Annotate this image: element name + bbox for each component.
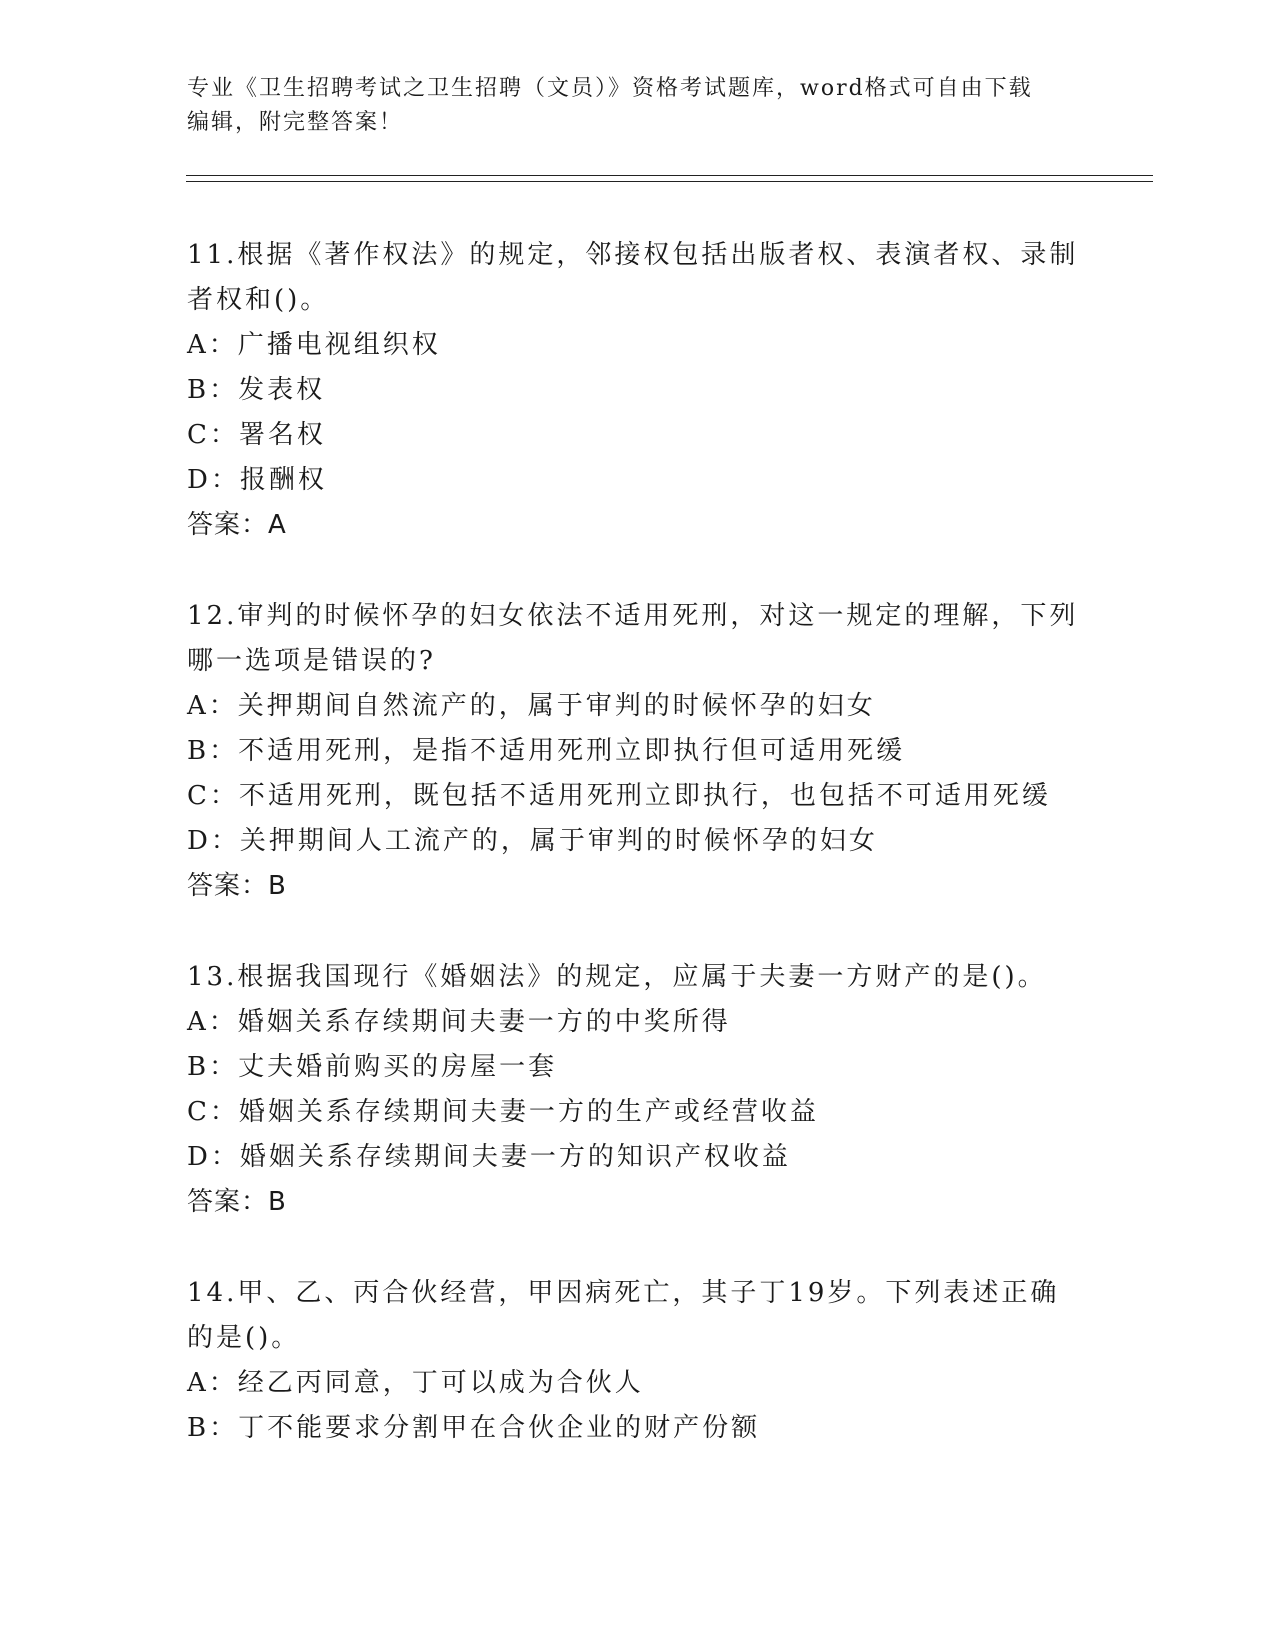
question-stem-line: 哪一选项是错误的? — [187, 646, 436, 676]
header-divider-top — [186, 175, 1153, 176]
question-stem-line: 11.根据《著作权法》的规定，邻接权包括出版者权、表演者权、录制 — [187, 240, 1079, 270]
option-a: A：婚姻关系存续期间夫妻一方的中奖所得 — [187, 1007, 731, 1037]
option-a: A：广播电视组织权 — [187, 330, 441, 360]
question-12 — [187, 594, 1087, 909]
option-b: B：发表权 — [187, 375, 326, 405]
answer-line: 答案：A — [187, 510, 287, 540]
header-divider-bottom — [186, 181, 1153, 182]
question-stem-line: 14.甲、乙、丙合伙经营，甲因病死亡，其子丁19岁。下列表述正确 — [187, 1278, 1060, 1308]
document-header — [187, 72, 1087, 140]
option-a: A：经乙丙同意，丁可以成为合伙人 — [187, 1368, 644, 1398]
header-line-2: 编辑，附完整答案！ — [187, 110, 404, 135]
question-stem-line: 12.审判的时候怀孕的妇女依法不适用死刑，对这一规定的理解，下列 — [187, 601, 1079, 631]
option-c: C：婚姻关系存续期间夫妻一方的生产或经营收益 — [187, 1097, 819, 1127]
option-d: D：报酬权 — [187, 465, 327, 495]
question-stem-line: 者权和()。 — [187, 285, 330, 315]
option-a: A：关押期间自然流产的，属于审判的时候怀孕的妇女 — [187, 691, 876, 721]
answer-line: 答案：B — [187, 871, 287, 901]
question-list — [187, 233, 1087, 1497]
option-c: C：署名权 — [187, 420, 326, 450]
question-14 — [187, 1271, 1087, 1451]
answer-line: 答案：B — [187, 1187, 287, 1217]
option-c: C：不适用死刑，既包括不适用死刑立即执行，也包括不可适用死缓 — [187, 781, 1051, 811]
option-b: B：丈夫婚前购买的房屋一套 — [187, 1052, 558, 1082]
option-d: D：关押期间人工流产的，属于审判的时候怀孕的妇女 — [187, 826, 878, 856]
question-11 — [187, 233, 1087, 548]
option-b: B：丁不能要求分割甲在合伙企业的财产份额 — [187, 1413, 761, 1443]
question-stem-line: 的是()。 — [187, 1323, 301, 1353]
header-line-1: 专业《卫生招聘考试之卫生招聘（文员）》资格考试题库，word格式可自由下载 — [187, 76, 1033, 101]
question-stem-line: 13.根据我国现行《婚姻法》的规定，应属于夫妻一方财产的是()。 — [187, 962, 1047, 992]
question-13 — [187, 955, 1087, 1225]
option-d: D：婚姻关系存续期间夫妻一方的知识产权收益 — [187, 1142, 791, 1172]
option-b: B：不适用死刑，是指不适用死刑立即执行但可适用死缓 — [187, 736, 906, 766]
